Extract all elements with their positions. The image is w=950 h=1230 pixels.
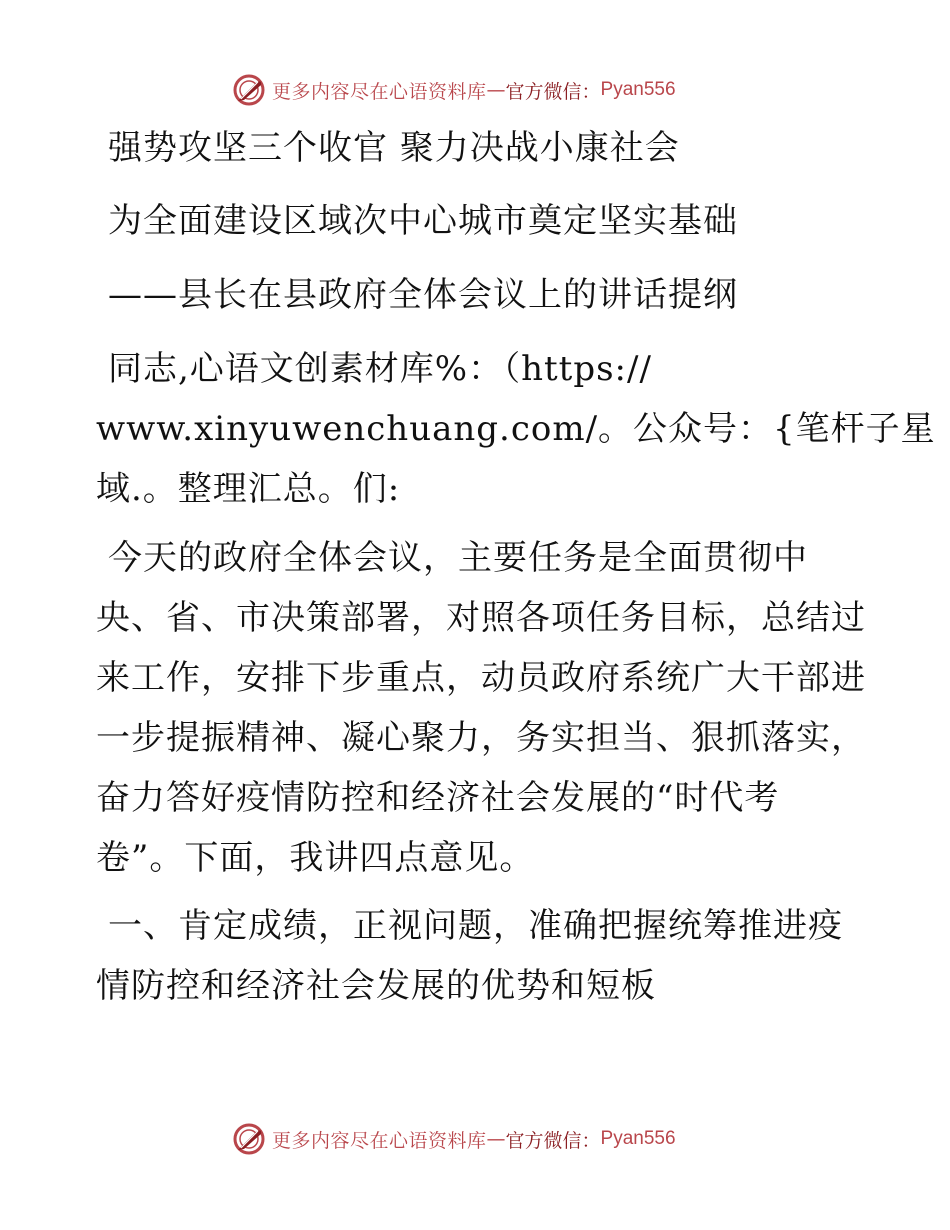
banner-dash: — xyxy=(486,79,506,101)
greeting-line: 同志,心语文创素材库%：（https:// xyxy=(108,349,652,389)
intro-paragraph-line: 今天的政府全体会议，主要任务是全面贯彻中 xyxy=(108,538,808,578)
section-heading-line: 情防控和经济社会发展的优势和短板 xyxy=(96,966,656,1006)
section-heading-line: 一、肯定成绩，正视问题，准确把握统筹推进疫 xyxy=(108,906,843,946)
feather-pen-circle-icon xyxy=(232,73,266,107)
banner-official-label: 官方微信： xyxy=(505,80,601,103)
feather-pen-circle-icon xyxy=(232,1122,266,1156)
document-subtitle: ——县长在县政府全体会议上的讲话提纲 xyxy=(108,275,738,315)
banner-wechat-id: Pyan556 xyxy=(600,1128,676,1149)
banner-dash: — xyxy=(486,1128,506,1150)
banner-text: 更多内容尽在心语资料库 xyxy=(272,1129,487,1152)
intro-paragraph-line: 奋力答好疫情防控和经济社会发展的“时代考 xyxy=(96,778,780,818)
banner-text: 更多内容尽在心语资料库 xyxy=(272,80,487,103)
intro-paragraph-line: 卷”。下面，我讲四点意见。 xyxy=(96,838,535,878)
intro-paragraph-line: 来工作，安排下步重点，动员政府系统广大干部进 xyxy=(96,658,866,698)
document-title-line-1: 强势攻坚三个收官 聚力决战小康社会 xyxy=(108,128,680,168)
banner-official-label: 官方微信： xyxy=(505,1129,601,1152)
intro-paragraph-line: 央、省、市决策部署，对照各项任务目标，总结过 xyxy=(96,598,866,638)
greeting-line: www.xinyuwenchuang.com/。公众号：{笔杆子星 xyxy=(96,409,936,449)
top-banner xyxy=(232,70,732,110)
bottom-banner xyxy=(232,1119,732,1159)
intro-paragraph-line: 一步提振精神、凝心聚力，务实担当、狠抓落实， xyxy=(96,718,866,758)
document-title-line-2: 为全面建设区域次中心城市奠定坚实基础 xyxy=(108,201,738,241)
greeting-line: 域.。整理汇总。们: xyxy=(96,469,401,509)
banner-wechat-id: Pyan556 xyxy=(600,79,676,100)
